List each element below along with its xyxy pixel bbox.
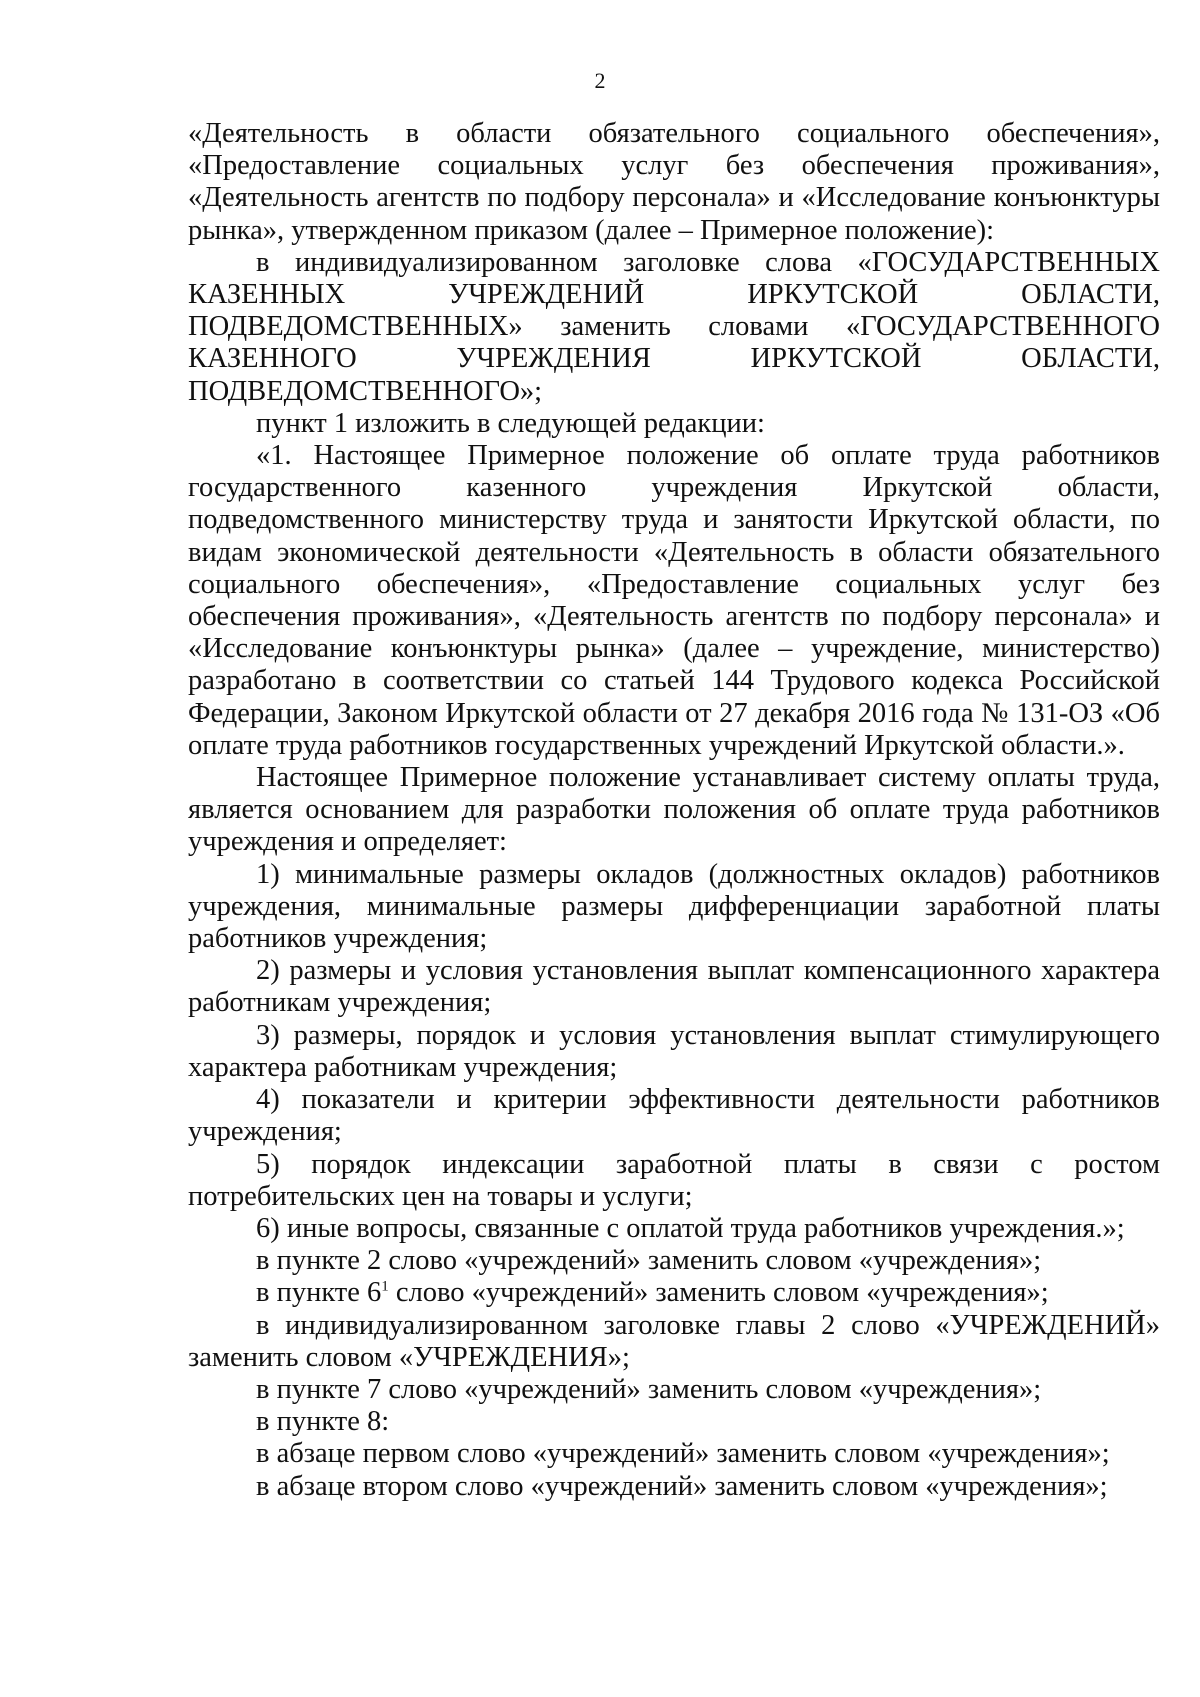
page-number: 2 xyxy=(594,68,606,93)
paragraph-item-1-redaction: пункт 1 изложить в следующей редакции: xyxy=(256,407,765,439)
item-6-1-text-before: в пункте 6 xyxy=(256,1277,382,1309)
item-6-1-text-after: слово «учреждений» заменить словом «учреждения»; xyxy=(388,1277,1049,1309)
paragraph-item-7-change: в пункте 7 слово «учреждений» заменить словом «учреждения»; xyxy=(256,1373,1042,1405)
paragraph-item-6-1-change xyxy=(188,1277,1160,1309)
document-body xyxy=(188,118,1160,1503)
paragraph-chapter-2-heading-change: в индивидуализированном заголовке главы 2 слово «УЧРЕЖДЕНИЙ» заменить словом «УЧРЕЖДЕНИЯ»; xyxy=(188,1309,1160,1373)
paragraph-item-2-change: в пункте 2 слово «учреждений» заменить словом «учреждения»; xyxy=(256,1245,1042,1277)
paragraph-item-8: в пункте 8: xyxy=(256,1406,390,1438)
paragraph-item-1-text: «1. Настоящее Примерное положение об оплате труда работников государственного казенного учреждения Иркутской области, подведомственного министерству труда и занятости Иркутской области, по видам экономической деятельности «Деятельность в области обязательного социального обеспечения», «Предоставление социальных услуг без обеспечения проживания», «Деятельность агентств по подбору персонала» и «Исследование конъюнктуры рынка» (далее – учреждение, министерство) разработано в соответствии со статьей 144 Трудового кодекса Российской Федерации, Законом Иркутской области от 27 декабря 2016 года № 131-ОЗ «Об оплате труда работников государственных учреждений Иркутской области.». xyxy=(188,440,1160,761)
list-item-3: 3) размеры, порядок и условия установления выплат стимулирующего характера работникам учреждения; xyxy=(188,1019,1160,1083)
paragraph-item-8-abzac-2: в абзаце втором слово «учреждений» заменить словом «учреждения»; xyxy=(256,1470,1108,1502)
list-item-1: 1) минимальные размеры окладов (должностных окладов) работников учреждения, минимальные размеры дифференциации заработной платы работников учреждения; xyxy=(188,858,1160,955)
paragraph-system-of-pay: Настоящее Примерное положение устанавливает систему оплаты труда, является основанием для разработки положения об оплате труда работников учреждения и определяет: xyxy=(188,762,1160,858)
list-item-6: 6) иные вопросы, связанные с оплатой труда работников учреждения.»; xyxy=(256,1212,1125,1244)
item-6-1-superscript: 1 xyxy=(381,1278,389,1295)
paragraph-heading-change: в индивидуализированном заголовке слова «ГОСУДАРСТВЕННЫХ КАЗЕННЫХ УЧРЕЖДЕНИЙ ИРКУТСКОЙ ОБЛАСТИ, ПОДВЕДОМСТВЕННЫХ» заменить словами «ГОСУДАРСТВЕННОГО КАЗЕННОГО УЧРЕЖДЕНИЯ ИРКУТСКОЙ ОБЛАСТИ, ПОДВЕДОМСТВЕННОГО»; xyxy=(188,246,1160,407)
list-item-5: 5) порядок индексации заработной платы в связи с ростом потребительских цен на товары и услуги; xyxy=(188,1148,1160,1212)
paragraph-item-8-abzac-1: в абзаце первом слово «учреждений» заменить словом «учреждения»; xyxy=(256,1438,1110,1470)
list-item-2: 2) размеры и условия установления выплат компенсационного характера работникам учреждения; xyxy=(188,955,1160,1019)
list-item-4: 4) показатели и критерии эффективности деятельности работников учреждения; xyxy=(188,1084,1160,1148)
paragraph-intro: «Деятельность в области обязательного социального обеспечения», «Предоставление социальных услуг без обеспечения проживания», «Деятельность агентств по подбору персонала» и «Исследование конъюнктуры рынка», утвержденном приказом (далее – Примерное положение): xyxy=(188,118,1160,246)
